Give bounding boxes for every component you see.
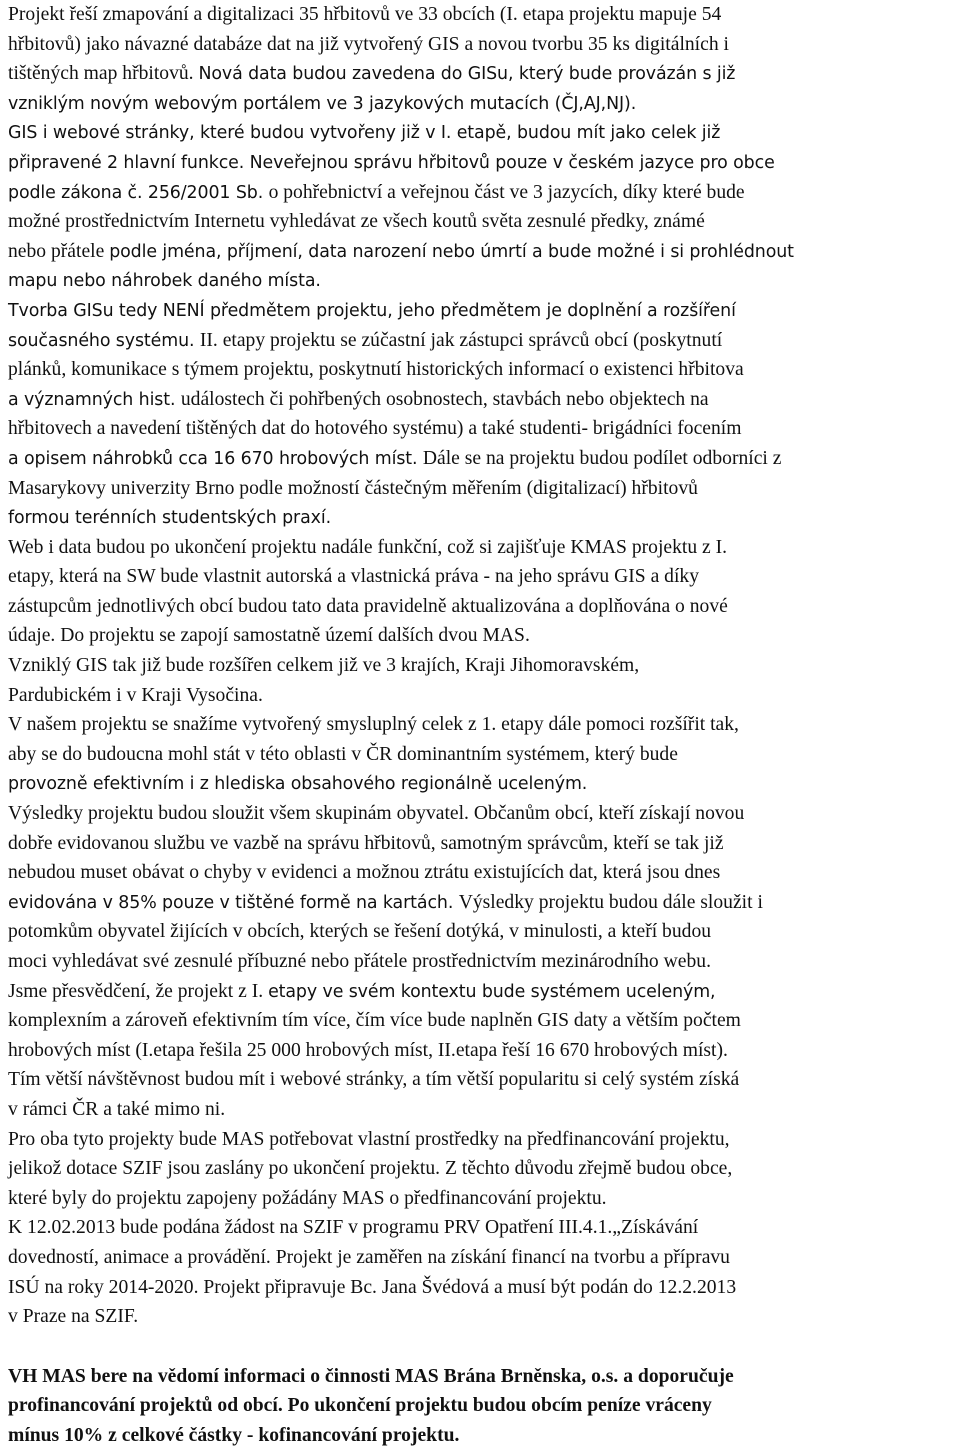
- text-line: [8, 207, 958, 237]
- text-line: [8, 1006, 958, 1036]
- text-run: nebudou muset obávat o chyby v evidenci a možnou ztrátu existujících dat, která jsou dnes: [8, 862, 721, 884]
- text-run: Masarykovy univerzity Brno podle možností částečným měřením (digitalizací) hřbitovů: [8, 477, 698, 499]
- text-line: [8, 1036, 958, 1066]
- text-line: [8, 89, 958, 119]
- text-line: [8, 59, 958, 89]
- text-line: [8, 977, 958, 1007]
- text-run: Tím větší návštěvnost budou mít i webové stránky, a tím větší popularitu si celý systém získá: [8, 1069, 740, 1091]
- text-line: [8, 0, 958, 30]
- text-run: II. etapy projektu se zúčastní jak zástupci správců obcí (poskytnutí: [199, 329, 723, 351]
- text-line: [8, 148, 958, 178]
- text-line: [8, 533, 958, 563]
- text-run: K 12.02.2013 bude podána žádost na SZIF v programu PRV Opatření III.4.1.„Získávání: [8, 1217, 699, 1239]
- text-run: o pohřebnictví a veřejnou část ve 3 jazycích, díky které bude: [268, 181, 745, 203]
- text-run: údaje. Do projektu se zapojí samostatně území dalších dvou MAS.: [8, 625, 530, 647]
- text-line: [8, 829, 958, 859]
- text-run: vzniklým novým webovým portálem ve 3 jazykových mutacích (ČJ,AJ,NJ).: [8, 93, 637, 114]
- text-run: mapu nebo náhrobek daného místa.: [8, 271, 321, 292]
- text-run: aby se do budoucna mohl stát v této oblasti v ČR dominantním systémem, který bude: [8, 743, 678, 765]
- text-line: [8, 1154, 958, 1184]
- text-line: [8, 355, 958, 385]
- text-run: potomkům obyvatel žijících v obcích, kterých se řešení dotýká, v minulosti, a kteří budou: [8, 921, 712, 943]
- text-run: tištěných map hřbitovů.: [8, 63, 199, 85]
- text-line: [8, 858, 958, 888]
- text-run: událostech či pohřbených osobnostech, stavbách nebo objektech na: [180, 388, 709, 410]
- text-run: hřbitovů) jako návazné databáze dat na již vytvořený GIS a novou tvorbu 35 ks digitálních i: [8, 33, 729, 55]
- text-line: [8, 710, 958, 740]
- text-run: Nová data budou zavedena do GISu, který bude provázán s již: [198, 64, 736, 85]
- paragraph-gap: [8, 1332, 958, 1362]
- text-line: [8, 592, 958, 622]
- document-body: [8, 0, 958, 1451]
- text-line: [8, 769, 958, 799]
- text-run: dobře evidovanou službu ve vazbě na správu hřbitovů, samotným správcům, kteří se tak již: [8, 832, 724, 854]
- text-run: provozně efektivním i z hlediska obsahového regionálně uceleným.: [8, 774, 588, 795]
- text-line: [8, 474, 958, 504]
- text-run: v rámci ČR a také mimo ni.: [8, 1098, 226, 1120]
- text-line: [8, 414, 958, 444]
- text-run: Neveřejnou správu hřbitovů pouze v českém jazyce pro obce: [249, 152, 775, 173]
- text-run: hřbitovech a navedení tištěných dat do hotového systému) a také studenti- brigádníci focením: [8, 418, 742, 440]
- text-run: podle zákona č. 256/2001 Sb.: [8, 182, 269, 203]
- text-run: moci vyhledávat své zesnulé příbuzné nebo přátele prostřednictvím mezinárodního webu.: [8, 951, 711, 972]
- text-run: Pardubickém i v Kraji Vysočina.: [8, 684, 263, 706]
- text-line: [8, 1184, 958, 1214]
- resolution-line: VH MAS bere na vědomí informaci o činnosti MAS Brána Brněnska, o.s. a doporučuje: [8, 1365, 734, 1387]
- text-line: [8, 30, 958, 60]
- text-line: [8, 947, 958, 977]
- text-line: [8, 621, 958, 651]
- text-run: Vzniklý GIS tak již bude rozšířen celkem již ve 3 krajích, Kraji Jihomoravském,: [8, 655, 640, 677]
- text-run: které byly do projektu zapojeny požádány MAS o předfinancování projektu.: [8, 1187, 607, 1209]
- text-line: [8, 385, 958, 415]
- text-run: etapy, která na SW bude vlastnit autorská a vlastnická práva - na jeho správu GIS a díky: [8, 566, 700, 588]
- text-line: [8, 1095, 958, 1125]
- text-run: Web i data budou po ukončení projektu nadále funkční, což si zajišťuje KMAS projektu z I.: [8, 536, 728, 558]
- text-line: [8, 1065, 958, 1095]
- text-line: [8, 1273, 958, 1303]
- text-run: V našem projektu se snažíme vytvořený smysluplný celek z 1. etapy dále pomoci rozšířit tak,: [8, 714, 739, 736]
- text-run: ISÚ na roky 2014-2020. Projekt připravuje Bc. Jana Švédová a musí být podán do 12.2.2013: [8, 1276, 737, 1298]
- text-run: evidována v 85% pouze v tištěné formě na kartách.: [8, 892, 459, 913]
- text-line: [8, 1243, 958, 1273]
- text-run: zástupcům jednotlivých obcí budou tato data pravidelně aktualizována a doplňována o nové: [8, 595, 728, 617]
- text-run: Jsme přesvědčení, že projekt z I.: [8, 980, 269, 1002]
- text-line: [8, 237, 958, 267]
- text-line: [8, 444, 958, 474]
- text-line: [8, 178, 958, 208]
- text-run: Tvorba GISu tedy NENÍ předmětem projektu, jeho předmětem je doplnění a rozšíření: [8, 300, 736, 321]
- paragraph-text: [8, 0, 958, 1332]
- text-run: možné prostřednictvím Internetu vyhledávat ze všech koutů světa zesnulé předky, známé: [8, 211, 705, 233]
- resolution-line: mínus 10% z celkové částky - kofinancování projektu.: [8, 1424, 460, 1446]
- text-run: a opisem náhrobků cca 16 670 hrobových míst.: [8, 448, 423, 469]
- text-line: [8, 799, 958, 829]
- text-run: v Praze na SZIF.: [8, 1306, 139, 1328]
- text-line: [8, 562, 958, 592]
- text-run: nebo přátele: [8, 240, 110, 262]
- text-run: formou terénních studentských praxí.: [8, 508, 332, 529]
- text-run: Výsledky projektu budou dále sloužit i: [458, 891, 763, 913]
- text-run: Výsledky projektu budou sloužit všem skupinám obyvatel. Občanům obcí, kteří získají novou: [8, 803, 745, 825]
- text-line: [8, 651, 958, 681]
- text-run: Projekt řeší zmapování a digitalizaci 35 hřbitovů ve 33 obcích (I. etapa projektu mapuje 54: [8, 4, 722, 25]
- text-run: . etapě, budou mít jako celek již: [445, 123, 721, 144]
- text-run: jelikož dotace SZIF jsou zaslány po ukončení projektu. Z těchto důvodu zřejmě budou obce,: [8, 1158, 733, 1180]
- text-line: [8, 118, 958, 148]
- text-line: [8, 296, 958, 326]
- text-line: [8, 1213, 958, 1243]
- text-line: [8, 503, 958, 533]
- text-run: etapy ve svém kontextu bude systémem uceleným,: [268, 981, 716, 1002]
- text-run: hrobových míst (I.etapa řešila 25 000 hrobových míst, II.etapa řeší 16 670 hrobových míst).: [8, 1039, 728, 1061]
- text-run: plánků, komunikace s týmem projektu, poskytnutí historických informací o existenci hřbitova: [8, 359, 744, 381]
- text-run: a významných hist.: [8, 389, 181, 410]
- text-run: dovedností, animace a provádění. Projekt je zaměřen na získání financí na tvorbu a přípravu: [8, 1246, 730, 1268]
- text-line: [8, 1125, 958, 1155]
- text-line: [8, 326, 958, 356]
- text-line: [8, 266, 958, 296]
- text-run: GIS i webové stránky, které budou vytvořeny již v I: [8, 123, 446, 144]
- text-run: komplexním a zároveň efektivním tím více, čím více bude naplněn GIS daty a větším počtem: [8, 1010, 741, 1032]
- text-run: Pro oba tyto projekty bude MAS potřebovat vlastní prostředky na předfinancování projektu,: [8, 1128, 730, 1150]
- text-run: podle jména, příjmení, data narození nebo úmrtí a bude možné i si prohlédnout: [109, 241, 794, 262]
- resolution-text: [8, 1362, 958, 1451]
- resolution-line: profinancování projektů od obcí. Po ukončení projektu budou obcím peníze vráceny: [8, 1395, 712, 1417]
- text-run: připravené 2 hlavní funkce.: [8, 152, 250, 173]
- text-run: současného systému.: [8, 330, 200, 351]
- text-line: [8, 681, 958, 711]
- text-line: [8, 740, 958, 770]
- text-line: [8, 917, 958, 947]
- text-line: [8, 888, 958, 918]
- text-line: [8, 1302, 958, 1332]
- text-run: Dále se na projektu budou podílet odborníci z: [422, 447, 782, 469]
